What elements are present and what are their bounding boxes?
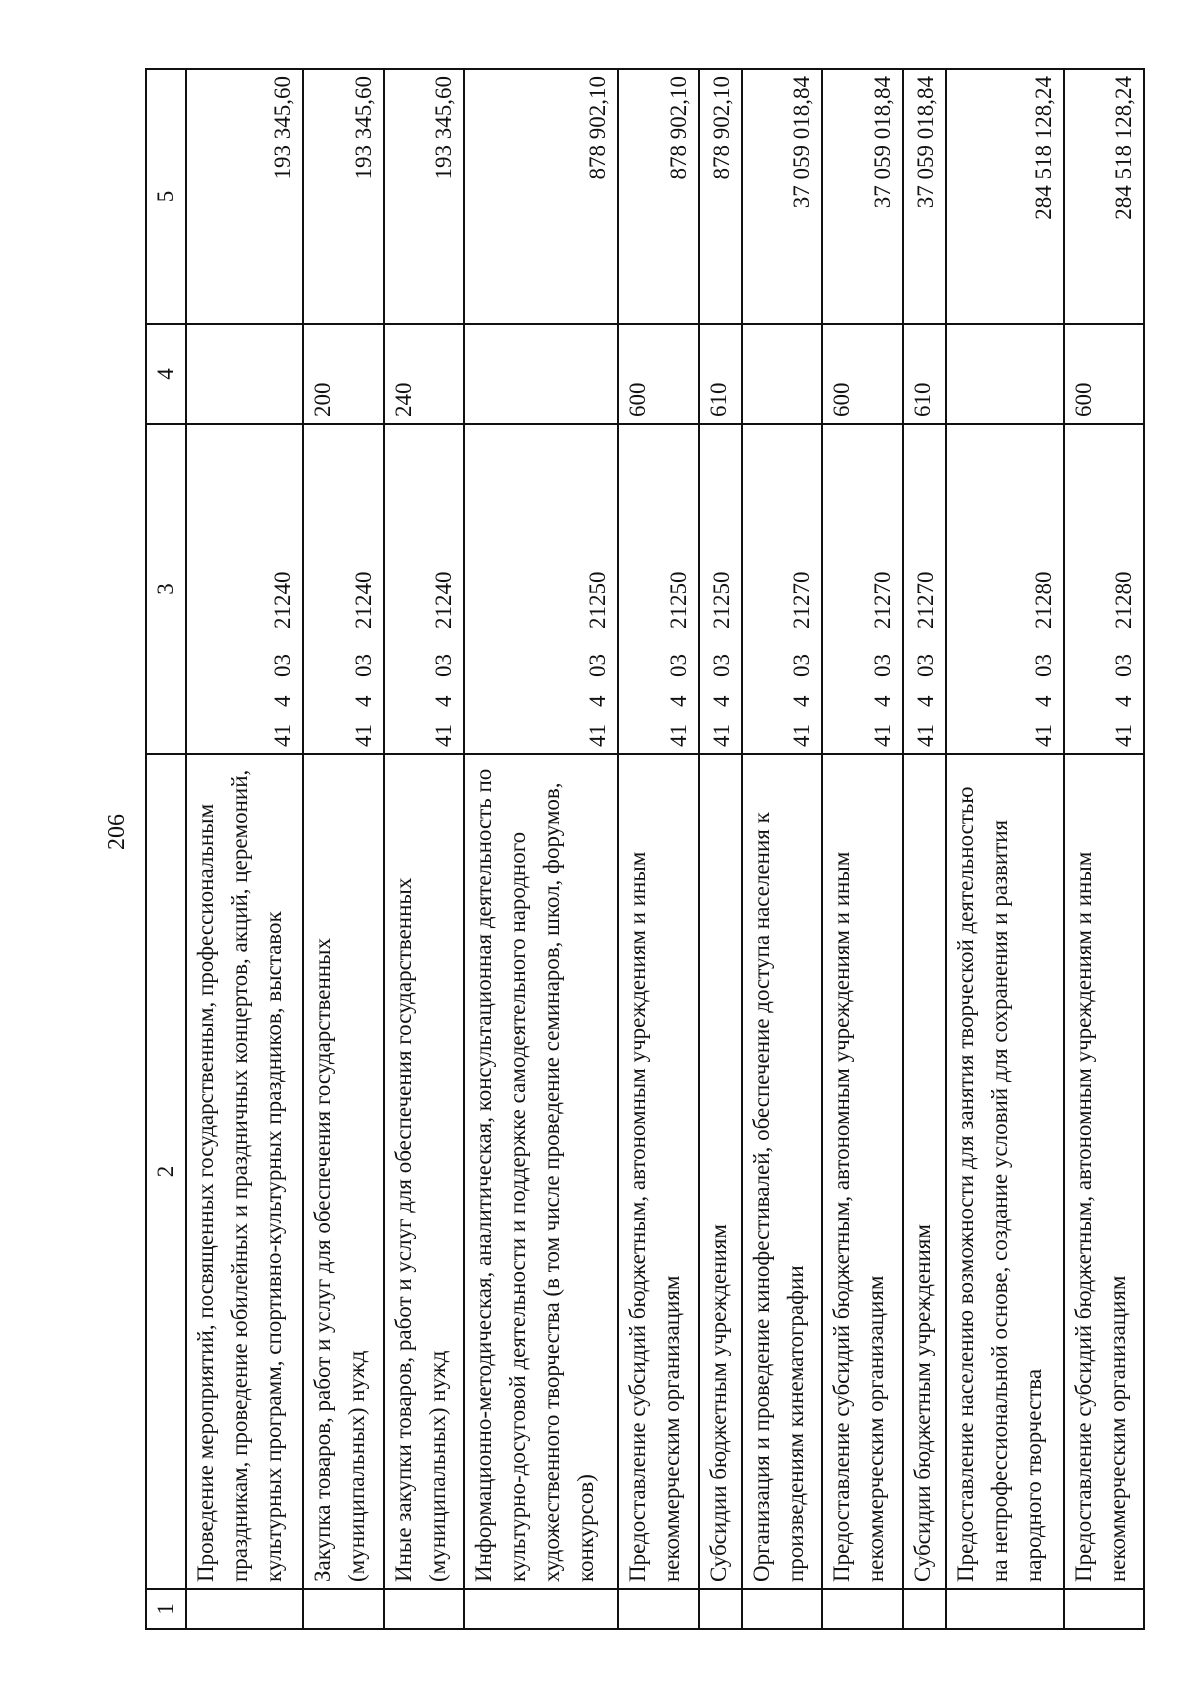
cell-code: [1064, 424, 1144, 754]
code-part: 4: [869, 695, 895, 707]
code-part: 21240: [270, 571, 296, 629]
cell-col1: [384, 1589, 464, 1629]
cell-type: [742, 324, 822, 424]
cell-col1: [946, 1589, 1063, 1629]
code-part: 4: [1030, 695, 1056, 707]
code-part: 21270: [869, 571, 895, 629]
table-row: [186, 69, 303, 1629]
rotated-table-area: [145, 70, 1145, 1630]
code-part: 21270: [789, 571, 815, 629]
table-row: [303, 69, 383, 1629]
code-part: 21250: [709, 571, 735, 629]
code-part: 21240: [431, 571, 457, 629]
header-col-3: 3: [146, 424, 186, 754]
code-part: 03: [350, 654, 376, 677]
cell-col1: [742, 1589, 822, 1629]
code-part: 4: [585, 695, 611, 707]
cell-code: [618, 424, 698, 754]
table-body: [186, 69, 1144, 1629]
code-part: 03: [709, 654, 735, 677]
table-row: [618, 69, 698, 1629]
cell-name: Предоставление субсидий бюджетным, автономным учреждениям и иным некоммерческим организациям: [1064, 754, 1144, 1589]
table-row: [903, 69, 946, 1629]
header-col-1: 1: [146, 1589, 186, 1629]
code-part: 4: [709, 695, 735, 707]
header-col-4: 4: [146, 324, 186, 424]
code-part: 21250: [585, 571, 611, 629]
cell-code: [946, 424, 1063, 754]
cell-amount: 37 059 018,84: [822, 69, 902, 324]
cell-col1: [186, 1589, 303, 1629]
cell-type: 600: [618, 324, 698, 424]
code-part: 03: [789, 654, 815, 677]
cell-code: [384, 424, 464, 754]
cell-col1: [699, 1589, 742, 1629]
page-number: 206: [104, 814, 130, 850]
cell-amount: 37 059 018,84: [903, 69, 946, 324]
cell-name: Организация и проведение кинофестивалей, обеспечение доступа населения к произведениям кинематографии: [742, 754, 822, 1589]
code-part: 21280: [1030, 571, 1056, 629]
code-part: 41: [350, 724, 376, 747]
cell-code: [822, 424, 902, 754]
cell-amount: 878 902,10: [699, 69, 742, 324]
code-part: 03: [913, 654, 939, 677]
cell-name: Информационно-методическая, аналитическая, консультационная деятельность по культурно-досуговой деятельности и поддержке самодеятельного народного художественного творчества (в том числе проведение семинаров, школ, форумов, конкурсов): [464, 754, 618, 1589]
code-part: 41: [431, 724, 457, 747]
code-part: 4: [789, 695, 815, 707]
code-part: 21250: [665, 571, 691, 629]
cell-type: 610: [699, 324, 742, 424]
cell-type: [464, 324, 618, 424]
code-part: 03: [431, 654, 457, 677]
code-part: 21280: [1111, 571, 1136, 629]
code-part: 21240: [350, 571, 376, 629]
table-row: [699, 69, 742, 1629]
header-col-2: 2: [146, 754, 186, 1589]
code-part: 4: [665, 695, 691, 707]
cell-col1: [903, 1589, 946, 1629]
code-part: 03: [665, 654, 691, 677]
cell-amount: 284 518 128,24: [1064, 69, 1144, 324]
code-part: 4: [350, 695, 376, 707]
cell-name: Закупка товаров, работ и услуг для обеспечения государственных (муниципальных) нужд: [303, 754, 383, 1589]
code-part: 03: [1030, 654, 1056, 677]
cell-col1: [1064, 1589, 1144, 1629]
cell-type: 200: [303, 324, 383, 424]
code-part: 4: [1111, 695, 1136, 707]
cell-type: [186, 324, 303, 424]
table-row: [822, 69, 902, 1629]
cell-amount: 193 345,60: [186, 69, 303, 324]
code-part: 4: [431, 695, 457, 707]
code-part: 41: [913, 724, 939, 747]
cell-type: 600: [822, 324, 902, 424]
cell-code: [903, 424, 946, 754]
cell-name: Проведение мероприятий, посвященных государственным, профессиональным праздникам, проведение юбилейных и праздничных концертов, акций, церемоний, культурных программ, спортивно-культурных праздников, выставок: [186, 754, 303, 1589]
code-part: 41: [869, 724, 895, 747]
cell-name: Предоставление субсидий бюджетным, автономным учреждениям и иным некоммерческим организациям: [822, 754, 902, 1589]
cell-amount: 284 518 128,24: [946, 69, 1063, 324]
cell-code: [699, 424, 742, 754]
cell-type: 610: [903, 324, 946, 424]
cell-amount: 878 902,10: [618, 69, 698, 324]
cell-col1: [464, 1589, 618, 1629]
cell-name: Субсидии бюджетным учреждениям: [903, 754, 946, 1589]
cell-code: [742, 424, 822, 754]
cell-amount: 193 345,60: [384, 69, 464, 324]
budget-table: [145, 68, 1145, 1630]
code-part: 41: [789, 724, 815, 747]
code-part: 41: [1111, 724, 1136, 747]
table-container: [145, 70, 1145, 1630]
header-col-5: 5: [146, 69, 186, 324]
cell-name: Субсидии бюджетным учреждениям: [699, 754, 742, 1589]
code-part: 03: [585, 654, 611, 677]
code-part: 03: [1111, 654, 1136, 677]
cell-col1: [303, 1589, 383, 1629]
header-row: [146, 69, 186, 1629]
cell-code: [464, 424, 618, 754]
cell-code: [186, 424, 303, 754]
cell-name: Предоставление населению возможности для занятия творческой деятельностью на непрофессиональной основе, создание условий для сохранения и развития народного творчества: [946, 754, 1063, 1589]
table-row: [384, 69, 464, 1629]
code-part: 4: [270, 695, 296, 707]
code-part: 03: [270, 654, 296, 677]
cell-amount: 878 902,10: [464, 69, 618, 324]
cell-amount: 37 059 018,84: [742, 69, 822, 324]
cell-code: [303, 424, 383, 754]
cell-type: [946, 324, 1063, 424]
table-row: [1064, 69, 1144, 1629]
code-part: 41: [1030, 724, 1056, 747]
cell-name: Иные закупки товаров, работ и услуг для обеспечения государственных (муниципальных) нужд: [384, 754, 464, 1589]
table-row: [946, 69, 1063, 1629]
cell-amount: 193 345,60: [303, 69, 383, 324]
code-part: 41: [585, 724, 611, 747]
code-part: 4: [913, 695, 939, 707]
cell-type: 240: [384, 324, 464, 424]
code-part: 41: [270, 724, 296, 747]
table-row: [742, 69, 822, 1629]
code-part: 41: [709, 724, 735, 747]
cell-type: 600: [1064, 324, 1144, 424]
cell-col1: [618, 1589, 698, 1629]
cell-col1: [822, 1589, 902, 1629]
cell-name: Предоставление субсидий бюджетным, автономным учреждениям и иным некоммерческим организациям: [618, 754, 698, 1589]
code-part: 21270: [913, 571, 939, 629]
table-row: [464, 69, 618, 1629]
code-part: 03: [869, 654, 895, 677]
code-part: 41: [665, 724, 691, 747]
